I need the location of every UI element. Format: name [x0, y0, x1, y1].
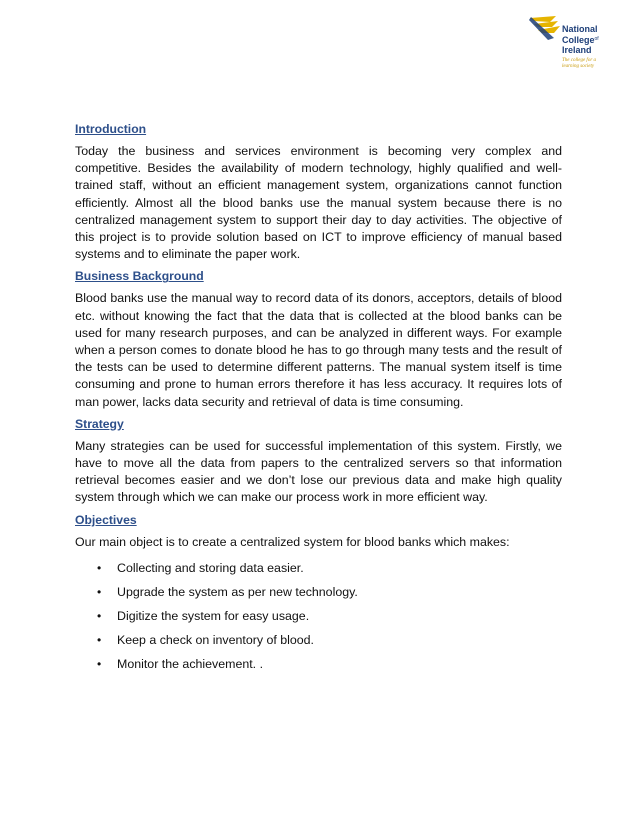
bullet-icon: •	[97, 608, 102, 623]
logo-wordmark	[562, 24, 599, 55]
logo-wing-icon	[528, 14, 562, 44]
list-item: • Monitor the achievement. .	[97, 656, 264, 671]
bullet-icon: •	[97, 632, 102, 647]
heading-introduction: Introduction	[75, 122, 147, 136]
bullet-icon: •	[97, 560, 102, 575]
bullet-icon: •	[97, 584, 102, 599]
bullet-icon: •	[97, 656, 102, 671]
heading-strategy: Strategy	[75, 416, 124, 431]
section-strategy	[75, 415, 562, 507]
list-item: • Collecting and storing data easier.	[97, 560, 304, 575]
list-item: • Keep a check on inventory of blood.	[97, 632, 315, 647]
paragraph-objectives: Our main object is to create a centralized system for blood banks which makes:	[75, 534, 510, 549]
logo-line-1: National	[562, 24, 598, 34]
logo-line-2: College	[562, 35, 595, 45]
paragraph-introduction: Today the business and services environment is becoming very complex and competitive. Besides the availability of modern technology, highly qualified and well-trained staff, without an efficient management system, organizations cannot function efficiently. Almost all the blood banks use the manual system because there is no centralized management system to support their day to day activities. The objective of this project is to provide solution based on ICT to improve efficiency of manual based systems and to eliminate the paper work.	[75, 144, 562, 262]
ncirl-logo	[528, 14, 628, 74]
objectives-list	[75, 560, 562, 673]
heading-objectives: Objectives	[75, 512, 137, 527]
section-introduction	[75, 120, 562, 263]
list-item: • Digitize the system for easy usage.	[97, 608, 310, 623]
heading-business-background: Business Background	[75, 269, 204, 284]
logo-tagline: The college for a learning society	[562, 58, 597, 69]
logo-line-3: Ireland	[562, 45, 592, 55]
logo-line-2-sup: of	[594, 36, 599, 42]
document-body	[75, 120, 562, 680]
section-business-background	[75, 267, 562, 410]
section-objectives	[75, 511, 562, 673]
paragraph-strategy: Many strategies can be used for successful implementation of this system. Firstly, we have to move all the data from papers to the centralized servers so that information retrieval becomes easier and we don’t lose our previous data and make high quality system through which we can make our process work in more efficient way.	[75, 438, 562, 505]
list-item: • Upgrade the system as per new technology.	[97, 584, 358, 599]
paragraph-business-background: Blood banks use the manual way to record data of its donors, acceptors, details of blood etc. without knowing the fact that the data that is collected at the blood banks can be used for many research purposes, and can be analyzed in different ways. For example when a person comes to donate blood he has to go through many tests and the result of the tests can be used to determine different patterns. The manual system itself is time consuming and prone to human errors therefore it has less accuracy. It requires lots of man power, lacks data security and retrieval of data is time consuming.	[75, 291, 562, 409]
